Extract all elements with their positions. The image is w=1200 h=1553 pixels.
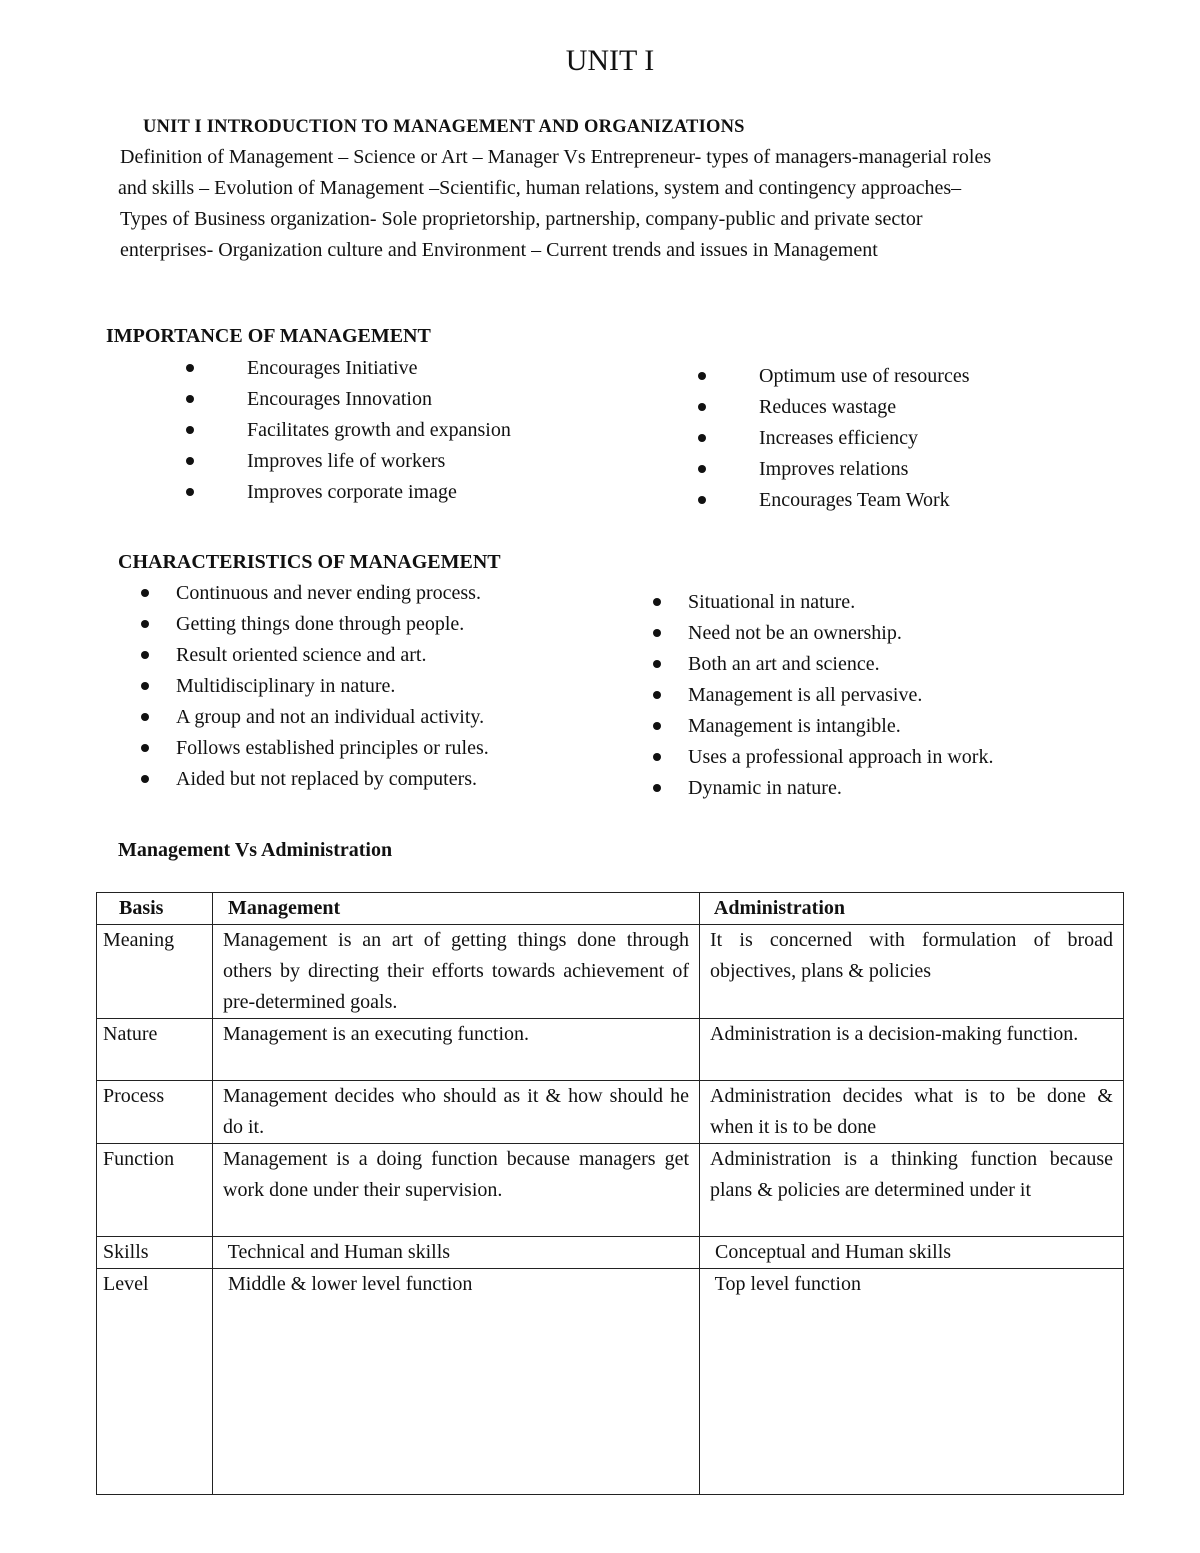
bullet-icon (186, 426, 194, 434)
bullet-icon (698, 434, 706, 442)
table-cell: Function (97, 1144, 213, 1237)
list-item: Reduces wastage (698, 392, 970, 423)
bullet-icon (141, 713, 149, 721)
table-cell: Management is an executing function. (213, 1019, 700, 1081)
bullet-icon (141, 620, 149, 628)
bullet-icon (141, 589, 149, 597)
bullet-icon (141, 682, 149, 690)
page-title: UNIT I (565, 44, 655, 77)
table-row (97, 1269, 1124, 1495)
table-cell: Administration is a thinking function because plans & policies are determined under it (700, 1144, 1124, 1237)
table-cell: Administration is a decision-making function. (700, 1019, 1124, 1081)
bullet-icon (141, 651, 149, 659)
column-header: Management (213, 893, 700, 925)
table-cell: Nature (97, 1019, 213, 1081)
comparison-heading: Management Vs Administration (118, 839, 393, 861)
table-cell: It is concerned with formulation of broad objectives, plans & policies (700, 925, 1124, 1019)
list-item: Improves corporate image (186, 477, 511, 508)
characteristics-list-right (653, 587, 993, 804)
bullet-icon (653, 691, 661, 699)
column-header: Administration (700, 893, 1124, 925)
table-row (97, 1081, 1124, 1144)
bullet-icon (186, 364, 194, 372)
table-cell: Top level function (700, 1269, 1124, 1495)
column-header: Basis (97, 893, 213, 925)
bullet-icon (186, 457, 194, 465)
list-item: Dynamic in nature. (653, 773, 993, 804)
intro-line: enterprises- Organization culture and Environment – Current trends and issues in Management (120, 239, 878, 261)
table-cell: Administration decides what is to be done & when it is to be done (700, 1081, 1124, 1144)
importance-list-right (698, 361, 970, 516)
list-item: Both an art and science. (653, 649, 993, 680)
bullet-icon (141, 775, 149, 783)
list-item: Management is intangible. (653, 711, 993, 742)
table-row (97, 1019, 1124, 1081)
bullet-icon (653, 722, 661, 730)
table-cell: Conceptual and Human skills (700, 1237, 1124, 1269)
list-item: Facilitates growth and expansion (186, 415, 511, 446)
bullet-icon (653, 784, 661, 792)
list-item: Follows established principles or rules. (141, 733, 489, 764)
table-cell: Skills (97, 1237, 213, 1269)
list-item: Situational in nature. (653, 587, 993, 618)
bullet-icon (186, 488, 194, 496)
intro-line: and skills – Evolution of Management –Scientific, human relations, system and contingency approaches– (118, 177, 962, 199)
characteristics-heading: CHARACTERISTICS OF MANAGEMENT (118, 551, 501, 573)
list-item: Multidisciplinary in nature. (141, 671, 489, 702)
list-item: Need not be an ownership. (653, 618, 993, 649)
table-row (97, 1237, 1124, 1269)
table-cell: Management is an art of getting things done through others by directing their efforts towards achievement of pre-determined goals. (213, 925, 700, 1019)
intro-paragraph (118, 142, 1178, 266)
table-cell: Management is a doing function because managers get work done under their supervision. (213, 1144, 700, 1237)
characteristics-list-left (141, 578, 489, 795)
table-row (97, 1144, 1124, 1237)
list-item: Result oriented science and art. (141, 640, 489, 671)
table-cell: Level (97, 1269, 213, 1495)
bullet-icon (186, 395, 194, 403)
list-item: Management is all pervasive. (653, 680, 993, 711)
list-item: Aided but not replaced by computers. (141, 764, 489, 795)
comparison-table (96, 892, 1124, 1495)
table-header-row (97, 893, 1124, 925)
intro-line: Definition of Management – Science or Art – Manager Vs Entrepreneur- types of managers-managerial roles (120, 146, 992, 168)
list-item: Increases efficiency (698, 423, 970, 454)
bullet-icon (698, 403, 706, 411)
table-cell: Process (97, 1081, 213, 1144)
bullet-icon (653, 629, 661, 637)
bullet-icon (653, 660, 661, 668)
list-item: Encourages Team Work (698, 485, 970, 516)
list-item: Getting things done through people. (141, 609, 489, 640)
list-item: Improves life of workers (186, 446, 511, 477)
unit-subheading: UNIT I INTRODUCTION TO MANAGEMENT AND ORGANIZATIONS (143, 117, 745, 137)
list-item: Encourages Initiative (186, 353, 511, 384)
bullet-icon (653, 753, 661, 761)
list-item: Continuous and never ending process. (141, 578, 489, 609)
list-item: Optimum use of resources (698, 361, 970, 392)
bullet-icon (653, 598, 661, 606)
table-cell: Management decides who should as it & how should he do it. (213, 1081, 700, 1144)
bullet-icon (698, 465, 706, 473)
table-cell: Middle & lower level function (213, 1269, 700, 1495)
table-row (97, 925, 1124, 1019)
bullet-icon (698, 372, 706, 380)
importance-heading: IMPORTANCE OF MANAGEMENT (106, 325, 431, 347)
table-cell: Technical and Human skills (213, 1237, 700, 1269)
intro-line: Types of Business organization- Sole proprietorship, partnership, company-public and private sector (120, 208, 923, 230)
bullet-icon (141, 744, 149, 752)
list-item: Improves relations (698, 454, 970, 485)
list-item: A group and not an individual activity. (141, 702, 489, 733)
list-item: Uses a professional approach in work. (653, 742, 993, 773)
bullet-icon (698, 496, 706, 504)
importance-list-left (186, 353, 511, 508)
table-cell: Meaning (97, 925, 213, 1019)
list-item: Encourages Innovation (186, 384, 511, 415)
